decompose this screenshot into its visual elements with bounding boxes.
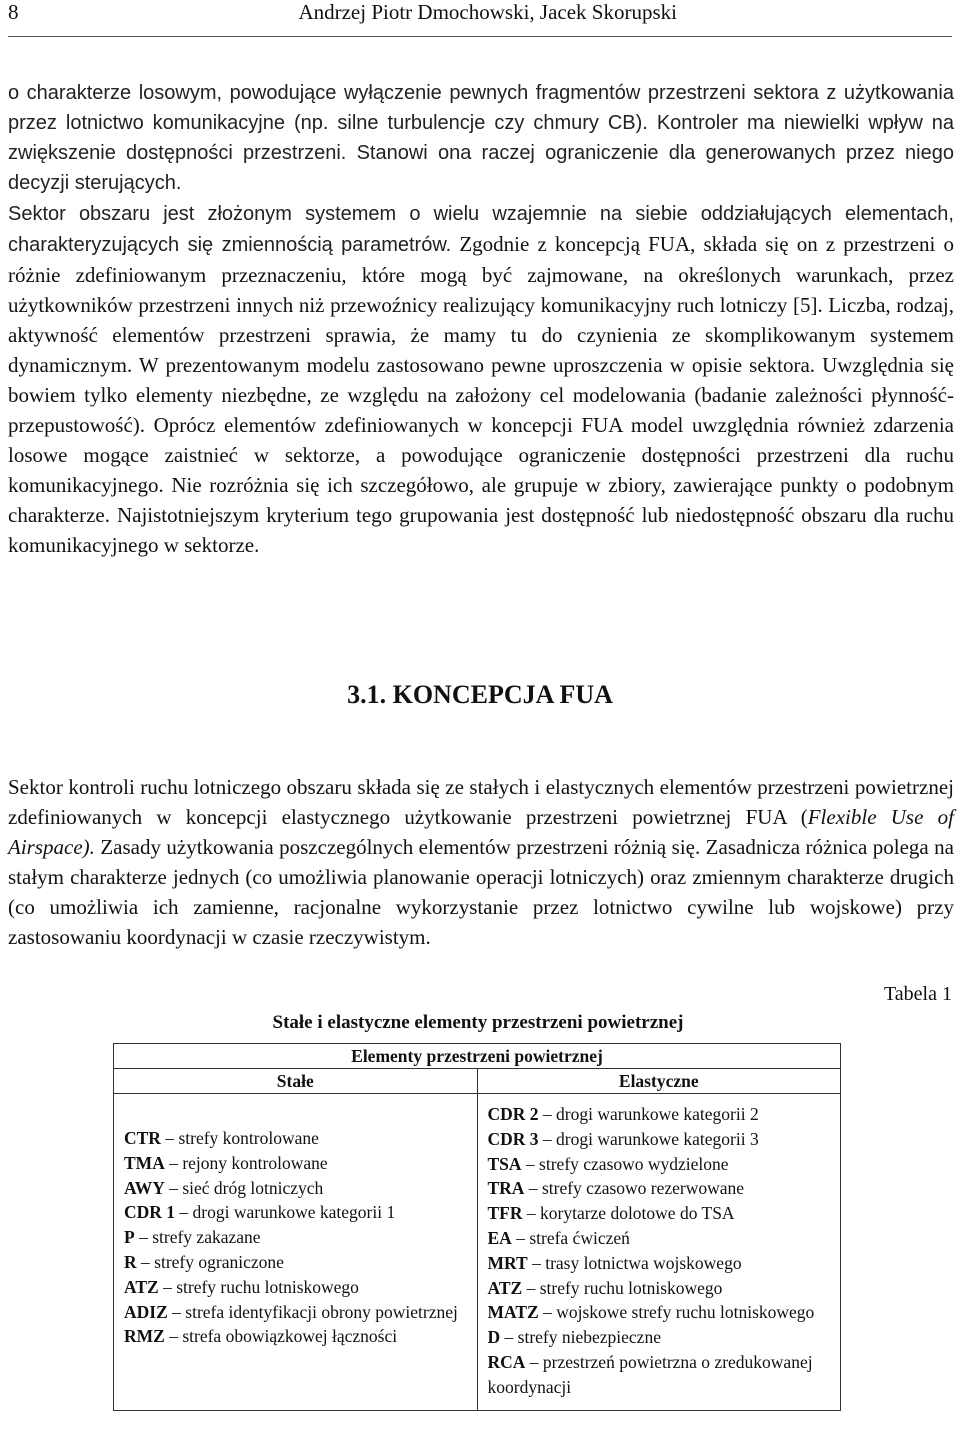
entry-code: MATZ	[487, 1302, 539, 1323]
table-entry	[124, 1126, 467, 1151]
entry-description: – strefa ćwiczeń	[511, 1227, 630, 1248]
entry-description: – strefy ruchu lotniskowego	[522, 1277, 723, 1298]
table-entry	[488, 1300, 831, 1325]
table-entry	[488, 1176, 831, 1201]
fua-italic-term: Flexible Use of Airspace).	[8, 805, 954, 859]
fixed-elements-list	[114, 1094, 477, 1359]
entry-code: ATZ	[487, 1277, 523, 1298]
entry-description: – przestrzeń powietrzna o zredukowanej koordynacji	[487, 1351, 813, 1397]
entry-code: ADIZ	[124, 1301, 168, 1322]
entry-description: – sieć dróg lotniczych	[164, 1177, 324, 1198]
table-entry	[488, 1102, 831, 1127]
entry-description: – drogi warunkowe kategorii 2	[538, 1104, 759, 1124]
entry-code: TMA	[124, 1152, 165, 1173]
entry-code: MRT	[487, 1252, 528, 1273]
entry-description: – drogi warunkowe kategorii 3	[538, 1128, 759, 1149]
sector-paragraph-serif: Zgodnie z koncepcją FUA, składa się on z przestrzeni o różnie zdefiniowanym przeznaczeniu, które mogą być zajmowane, na określonych warunkach, przez użytkowników przestrzeni innych niż przewoźnicy realizujący komunikacyjny ruch lotniczy [5]. Liczba, rodzaj, aktywność elementów przestrzeni sprawia, że mamy tu do czynienia ze skomplikowanym systemem dynamicznym. W prezentowanym modelu zastosowano pewne uproszczenia w opisie sektora. Uwzględnia się bowiem tylko elementy niezbędne, ze względu na założony cel modelowania (badanie zależności płynność-przepustowość). Oprócz elementów zdefiniowanych w koncepcji FUA model uwzględnia również zdarzenia losowe mogące zaistnieć w sektorze, a powodujące ograniczenie dostępności przestrzeni dla ruchu komunikacyjnego. Nie rozróżnia się ich szczegółowo, ale grupuje w zbiory, zawierające punkty o podobnym charakterze. Najistotniejszym kryterium tego grupowania jest dostępność lub niedostępność obszaru dla ruchu komunikacyjnego w sektorze.	[8, 232, 954, 557]
table-entry	[124, 1250, 467, 1275]
entry-code: TRA	[487, 1178, 525, 1199]
section-heading: 3.1. KONCEPCJA FUA	[347, 680, 613, 709]
entry-code: CTR	[124, 1128, 161, 1148]
table-entry	[488, 1201, 831, 1226]
table-entry	[488, 1226, 831, 1251]
entry-code: EA	[487, 1227, 512, 1248]
table-entry	[124, 1151, 467, 1176]
entry-description: – strefy ruchu lotniskowego	[158, 1276, 359, 1297]
table-entry	[124, 1300, 467, 1325]
airspace-elements-table	[113, 1043, 841, 1411]
entry-description: – strefy niebezpieczne	[500, 1327, 661, 1348]
table-entry	[488, 1350, 831, 1400]
entry-description: – korytarze dolotowe do TSA	[522, 1203, 735, 1224]
entry-description: – strefa identyfikacji obrony powietrznej	[167, 1301, 458, 1322]
flexible-elements-cell	[477, 1094, 841, 1411]
page-header	[8, 0, 952, 30]
flexible-elements-list	[478, 1094, 841, 1410]
entry-code: TFR	[487, 1203, 523, 1224]
entry-code: TSA	[487, 1153, 522, 1174]
table-entry	[488, 1251, 831, 1276]
header-rule	[8, 36, 952, 37]
table-entry	[124, 1176, 467, 1201]
entry-description: – strefy ograniczone	[136, 1251, 284, 1272]
fua-text-end: Zasady użytkowania poszczególnych elementów przestrzeni różnią się. Zasadnicza różnica polega na stałym charakterze jednych (co umożliwia planowanie operacji lotniczych) oraz zmiennym charakterze drugich (co umożliwia ich zamienne, racjonalne wykorzystanie przez lotnictwo cywilne lub wojskowe) przy zastosowaniu koordynacji w czasie rzeczywistym.	[8, 835, 954, 949]
sector-paragraph-sans: Sektor obszaru jest złożonym systemem o wielu wzajemnie na siebie oddziałujących elementach, charakteryzujących się zmiennością parametrów.	[8, 203, 954, 256]
entry-description: – strefy kontrolowane	[160, 1128, 319, 1148]
entry-description: – drogi warunkowe kategorii 1	[175, 1202, 396, 1223]
column-header-flexible: Elastyczne	[477, 1069, 841, 1094]
table-entry	[488, 1152, 831, 1177]
fua-text-start: Sektor kontroli ruchu lotniczego obszaru składa się ze stałych i elastycznych elementów przestrzeni powietrznej zdefiniowanych w koncepcji elastycznego użytkowanie przestrzeni powietrznej FUA (	[8, 775, 954, 829]
sector-paragraph	[8, 198, 954, 560]
intro-paragraph: o charakterze losowym, powodujące wyłączenie pewnych fragmentów przestrzeni sektora z użytkowania przez lotnictwo komunikacyjne (np. silne turbulencje czy chmury CB). Kontroler ma niewielki wpływ na zwiększenie dostępności przestrzeni. Stanowi ona raczej ograniczenie dla generowanych przez niego decyzji sterujących.	[8, 82, 954, 194]
table-group-header: Elementy przestrzeni powietrznej	[114, 1044, 841, 1069]
entry-description: – strefy czasowo wydzielone	[521, 1153, 729, 1174]
entry-code: R	[124, 1251, 137, 1272]
table-label: Tabela 1	[883, 983, 952, 1005]
entry-code: RMZ	[124, 1326, 165, 1347]
entry-code: RCA	[487, 1351, 526, 1372]
page-number: 8	[8, 0, 19, 24]
table-entry	[124, 1200, 467, 1225]
table-entry	[124, 1324, 467, 1349]
entry-description: – rejony kontrolowane	[164, 1152, 328, 1173]
entry-description: – strefy zakazane	[134, 1227, 261, 1248]
entry-description: – strefa obowiązkowej łączności	[164, 1326, 398, 1347]
table-entry	[488, 1325, 831, 1350]
entry-code: ATZ	[124, 1276, 159, 1297]
table-entry	[488, 1276, 831, 1301]
entry-description: – strefy czasowo rezerwowane	[524, 1178, 745, 1199]
table-entry	[488, 1127, 831, 1152]
entry-code: AWY	[124, 1177, 165, 1198]
entry-description: – wojskowe strefy ruchu lotniskowego	[538, 1302, 815, 1323]
column-header-fixed: Stałe	[114, 1069, 478, 1094]
fua-paragraph	[8, 772, 954, 952]
entry-code: CDR 2	[487, 1104, 539, 1124]
table-title: Stałe i elastyczne elementy przestrzeni powietrznej	[272, 1012, 684, 1033]
entry-code: D	[487, 1327, 501, 1348]
table-entry	[124, 1225, 467, 1250]
running-head-authors: Andrzej Piotr Dmochowski, Jacek Skorupski	[298, 0, 677, 24]
entry-code: CDR 3	[487, 1128, 539, 1149]
entry-code: P	[124, 1227, 135, 1248]
fixed-elements-cell	[114, 1094, 478, 1411]
entry-code: CDR 1	[124, 1202, 176, 1223]
entry-description: – trasy lotnictwa wojskowego	[527, 1252, 742, 1273]
table-entry	[124, 1275, 467, 1300]
